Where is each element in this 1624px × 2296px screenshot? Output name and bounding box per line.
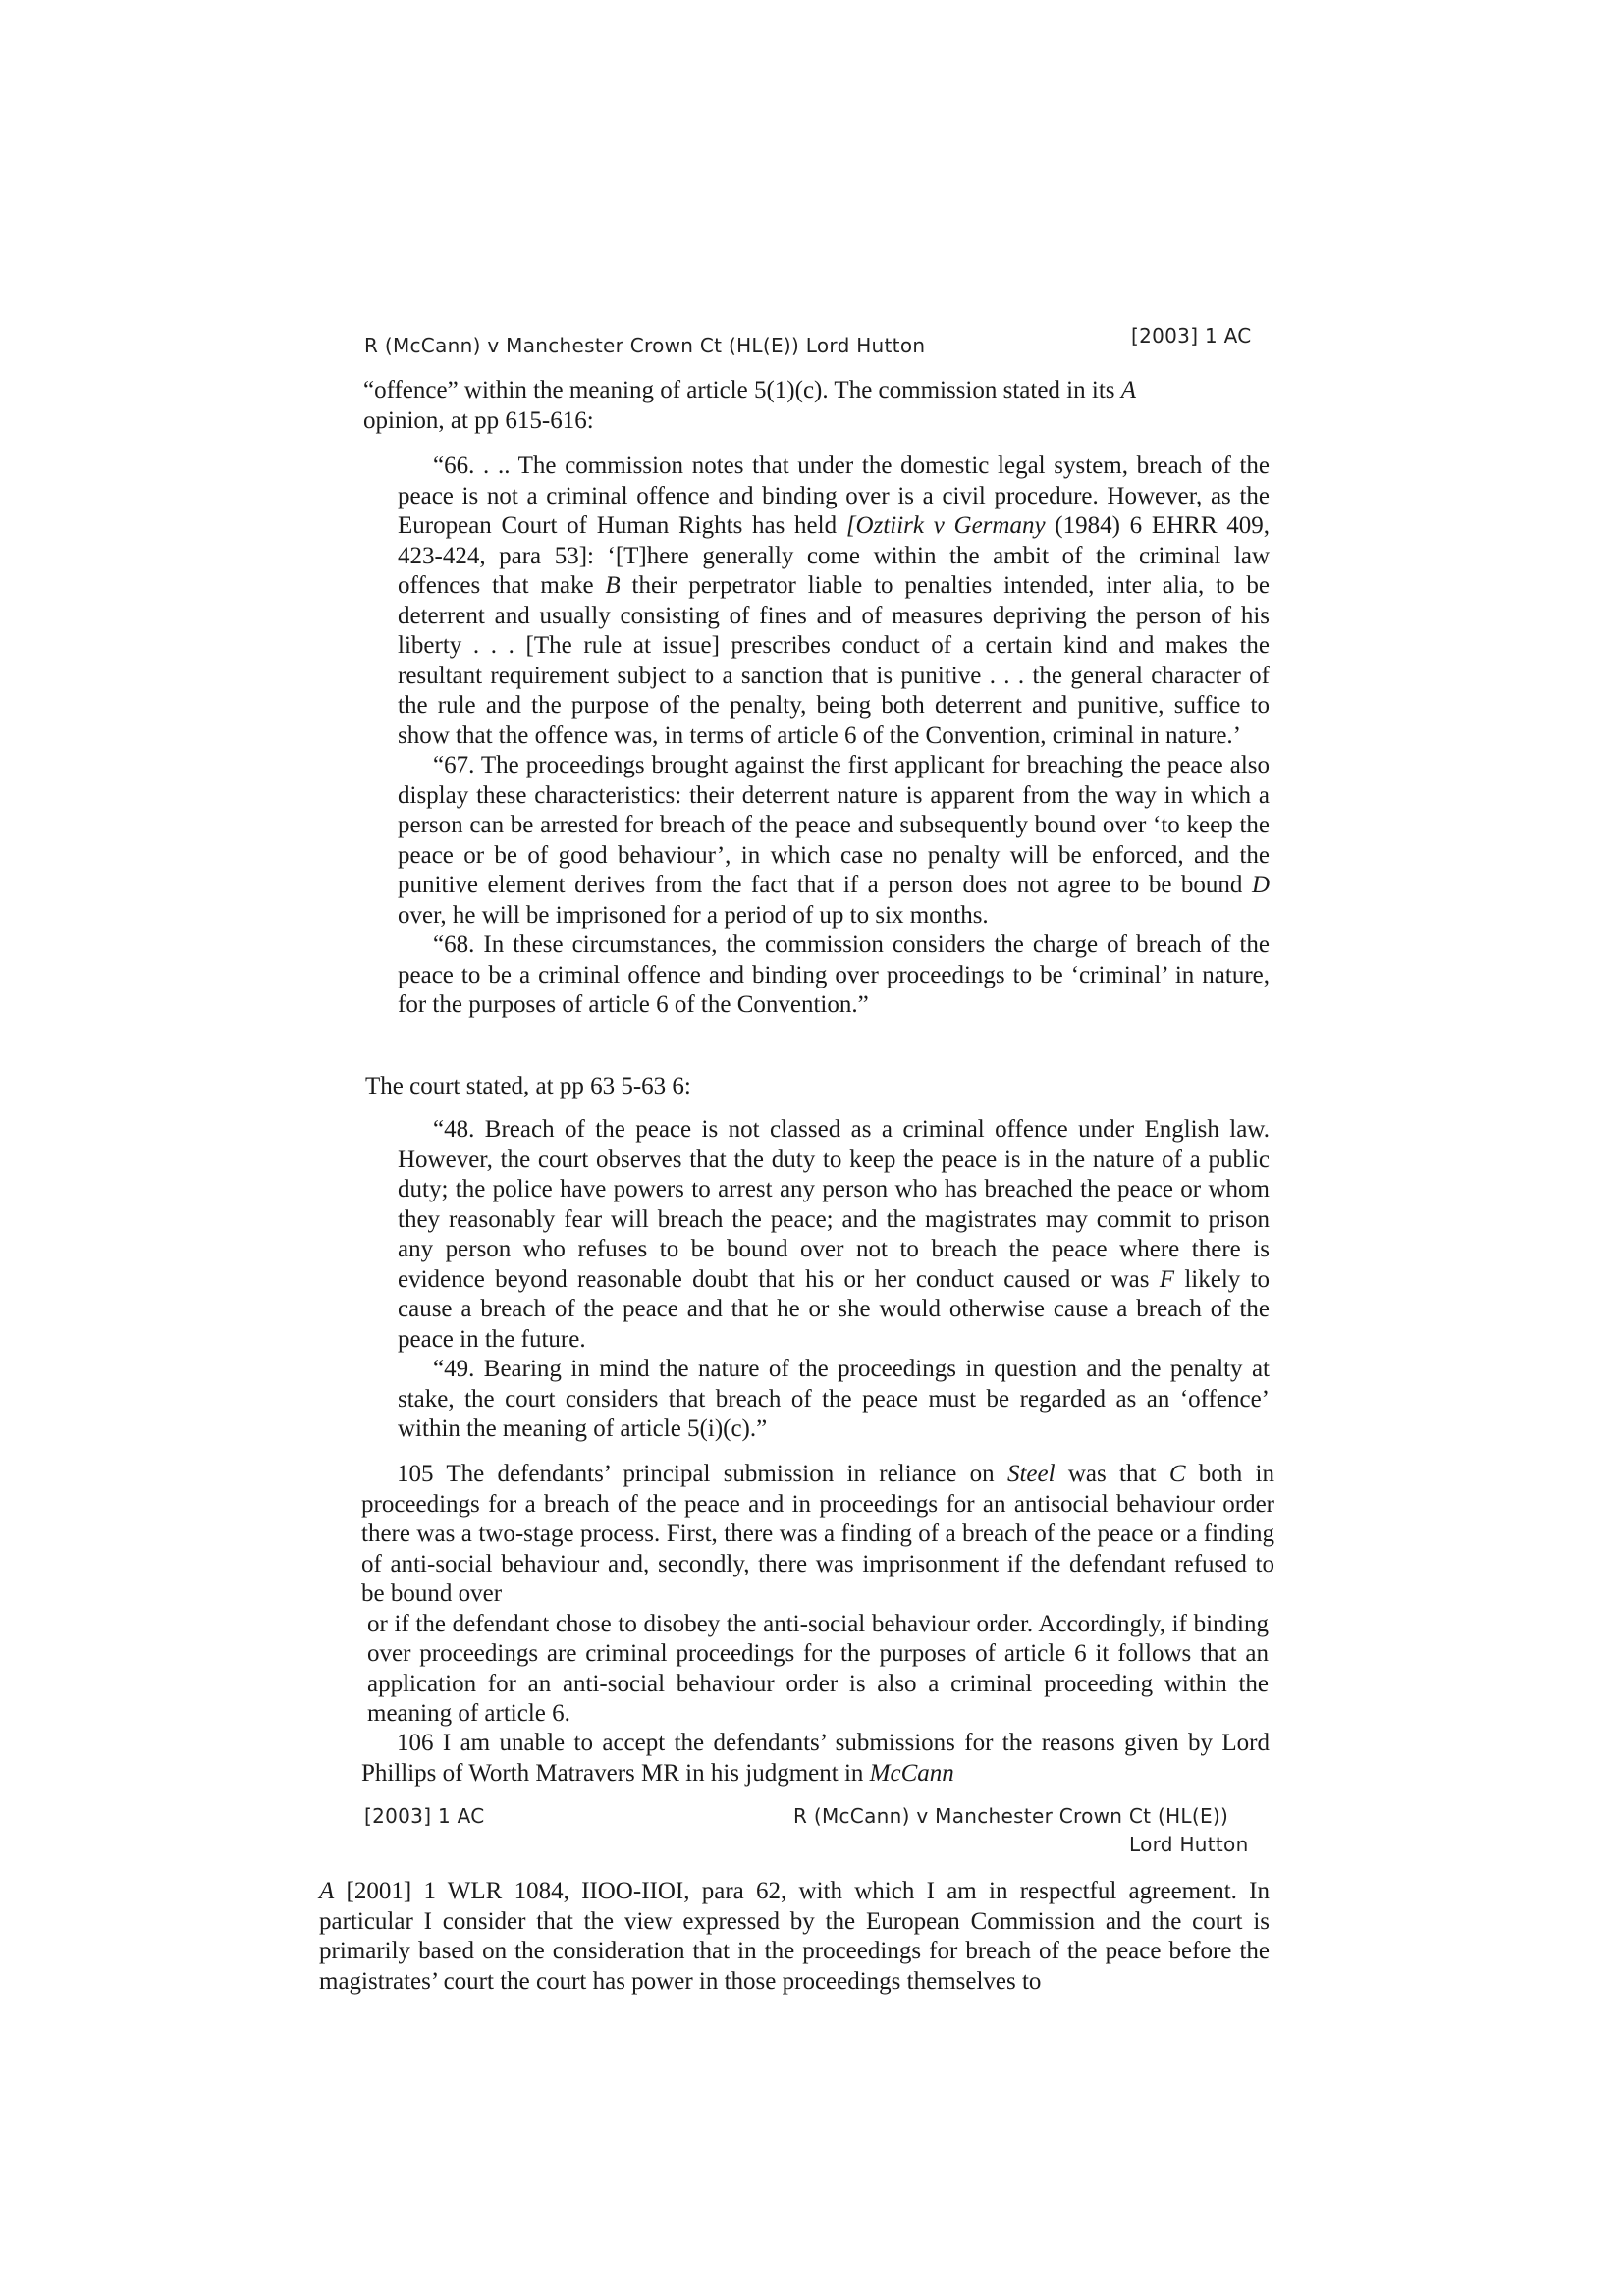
intro-line-2: opinion, at pp 615-616: bbox=[363, 406, 594, 434]
court-stated-line: The court stated, at pp 63 5-63 6: bbox=[365, 1073, 691, 1099]
margin-letter-b: B bbox=[605, 572, 621, 599]
margin-letter-d: D bbox=[1251, 872, 1270, 898]
running-header-2-right-line1: R (McCann) v Manchester Crown Ct (HL(E)) bbox=[793, 1804, 1229, 1828]
margin-letter-a: A bbox=[1120, 377, 1137, 403]
quote-para-68: “68. In these circumstances, the commission considers the charge of breach of the peace to be a criminal offence and binding over proceedings to be ‘criminal’ in nature, for the purposes of article 6 of the Convention.” bbox=[398, 932, 1270, 1018]
court-quote bbox=[398, 1115, 1270, 1445]
case-name-mccann: McCann bbox=[869, 1759, 954, 1787]
margin-letter-a-2: A bbox=[319, 1878, 335, 1904]
quote-para-49: “49. Bearing in mind the nature of the proceedings in question and the penalty at stake, the court considers that breach of the peace must be regarded as an ‘offence’ within the meaning of article 5(i)(c).” bbox=[398, 1356, 1270, 1442]
paragraph-106 bbox=[361, 1729, 1270, 1789]
running-header-2-left: [2003] 1 AC bbox=[364, 1804, 485, 1828]
margin-letter-f: F bbox=[1159, 1265, 1175, 1293]
intro-line-1: “offence” within the meaning of article 5(1)(c). The commission stated in its bbox=[363, 377, 1115, 403]
quote-para-66: “66. . .. The commission notes that under the domestic legal system, breach of the peace is not a criminal offence and binding over is a civil procedure. However, as the European Court of Human Rights has held [Oztiirk v Germany (1984) 6 EHRR 409, 423-424, para 53]: ‘[T]here generally come within the ambit of the criminal law offences that make B their perpetrator liable to penalties intended, inter alia, to be deterrent and usually consisting of fines and of measures depriving the person of his liberty . . . [The rule at issue] prescribes conduct of a certain kind and makes the resultant requirement subject to a sanction that is punitive . . . the general character of the rule and the purpose of the penalty, being both deterrent and punitive, suffice to show that the offence was, in terms of article 6 of the Convention, criminal in nature.’ bbox=[398, 453, 1271, 749]
intro-paragraph bbox=[363, 376, 1255, 436]
case-citation-oztiirk: [Oztiirk v Germany bbox=[845, 512, 1046, 539]
quote-para-67: “67. The proceedings brought against the first applicant for breaching the peace also display these characteristics: their deterrent nature is apparent from the way in which a person can be arrested for breach of the peace and subsequently bound over ‘to keep the peace or be of good behaviour’, in which case no penalty will be enforced, and the punitive element derives from the fact that if a person does not agree to be bound D over, he will be imprisoned for a period of up to six months. bbox=[398, 752, 1270, 929]
running-header-left: R (McCann) v Manchester Crown Ct (HL(E)) Lord Hutton bbox=[364, 334, 926, 357]
paragraph-105-part-2: or if the defendant chose to disobey the anti-social behaviour order. Accordingly, if binding over proceedings are criminal proceedings for the purposes of article 6 it follows that an application for an anti-social behaviour order is also a criminal proceeding within the meaning of article 6. bbox=[367, 1610, 1269, 1727]
quote-para-48: “48. Breach of the peace is not classed as a criminal offence under English law. However, the court observes that the duty to keep the peace is in the nature of a public duty; the police have powers to arrest any person who has breached the peace or whom they reasonably fear will breach the peace; and the magistrates may commit to prison any person who refuses to be bound over not to breach the peace where there is evidence beyond reasonable doubt that his or her conduct caused or was F likely to cause a breach of the peace and that he or she would otherwise cause a breach of the peace in the future. bbox=[398, 1116, 1270, 1353]
paragraph-105 bbox=[361, 1460, 1274, 1730]
continuation-paragraph: A [2001] 1 WLR 1084, IIOO-IIOI, para 62, with which I am in respectful agreement. In particular I consider that the view expressed by the European Commission and the court is primarily based on the consideration that in the proceedings for breach of the peace before the magistrates’ court the court has power in those proceedings themselves to bbox=[319, 1878, 1270, 1995]
margin-letter-c: C bbox=[1168, 1461, 1186, 1487]
paragraph-105-part-1: 105 The defendants’ principal submission in reliance on Steel was that C both in proceedings for a breach of the peace and in proceedings for an antisocial behaviour order there was a two-stage process. First, there was a finding of a breach of the peace or a finding of anti-social behaviour and, secondly, there was imprisonment if the defendant refused to be bound over bbox=[361, 1461, 1274, 1607]
running-header-2-right-line2: Lord Hutton bbox=[1129, 1833, 1249, 1856]
paragraph-106-text: 106 I am unable to accept the defendants’ submissions for the reasons given by Lord Phillips of Worth Matravers MR in his judgment in McCann bbox=[361, 1730, 1270, 1787]
commission-quote bbox=[398, 452, 1270, 1021]
case-name-steel: Steel bbox=[1006, 1461, 1056, 1487]
running-header-right: [2003] 1 AC bbox=[1131, 324, 1252, 347]
